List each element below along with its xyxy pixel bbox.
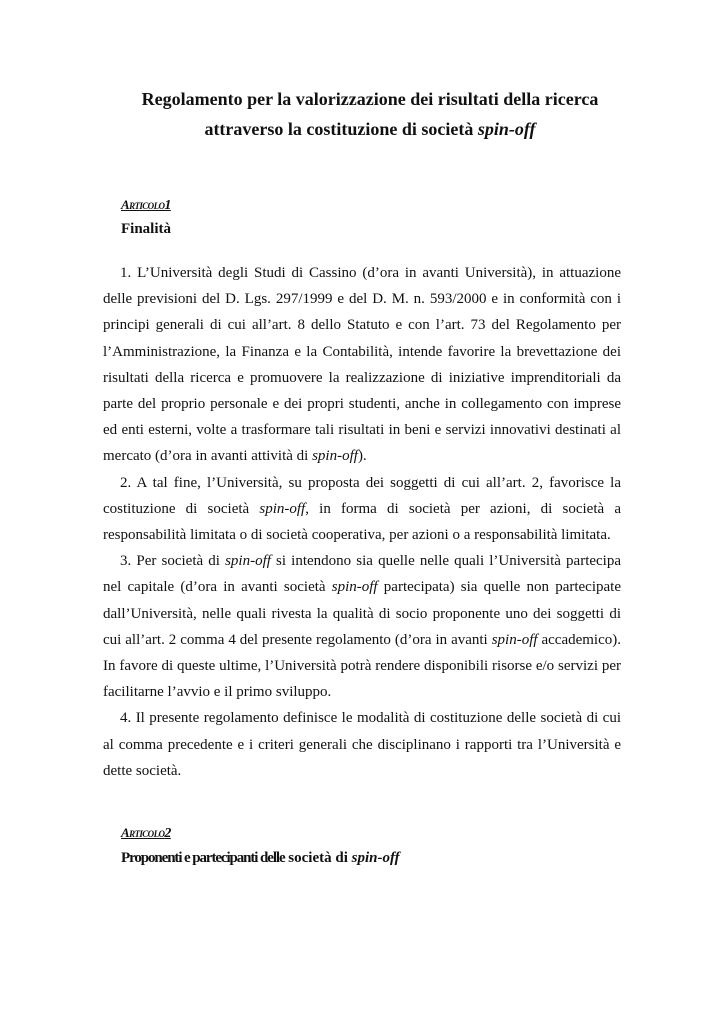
paragraph-2 [103,470,621,549]
article-1-label [121,196,171,215]
paragraph-2-italic: spin-off [259,500,306,517]
paragraph-1-italic: spin-off [312,448,358,465]
article-2-heading-condensed: Proponenti e partecipanti delle [121,850,285,866]
article-1-label-number: 1 [164,198,171,213]
article-2-heading-italic: spin-off [351,850,400,866]
article-1-body [103,260,621,784]
paragraph-2-text-a: 2. A tal fine, l’Università, su proposta dei soggetti di cui all’art. 2, favorisce la costituzione di società [103,474,621,517]
document-title-line-1: Regolamento per la valorizzazione dei risultati della ricerca [141,89,599,109]
article-2-label-number: 2 [164,826,171,841]
paragraph-3-text-g: accademico). In favore di queste ultime, l’Università potrà rendere disponibili risorse e/o servizi per facilitarne l’avvio e il primo sviluppo. [103,631,622,701]
paragraph-3-italic-1: spin-off [225,553,271,570]
paragraph-3-text-a: 3. Per società di [120,553,226,570]
paragraph-3-text-c: si intendono sia quelle nelle quali l’Università partecipa nel capitale (d’ora in avanti società [103,553,622,596]
paragraph-3-text-e: partecipata) sia quelle non partecipate dall’Università, nelle quali rivesta la qualità di socio proponente uno dei soggetti di cui all’art. 2 comma 4 del presente regolamento (d’ora in avanti [103,579,621,648]
paragraph-3 [103,548,621,705]
article-1-label-prefix: Articolo [121,197,165,212]
article-2-label-prefix: Articolo [121,825,165,840]
article-2-heading [121,848,400,868]
paragraph-1 [103,260,621,470]
title-line-2-italic: spin-off [477,119,536,139]
paragraph-1-text-c: ). [357,448,367,465]
document-title-line-2 [8,117,724,141]
paragraph-3-italic-3: spin-off [491,631,538,648]
title-line-2-text: attraverso la costituzione di società [204,119,478,139]
paragraph-4 [103,705,621,784]
paragraph-3-italic-2: spin-off [331,579,378,596]
paragraph-4-text-a: 4. Il presente regolamento definisce le modalità di costituzione delle società di cui al comma precedente e i criteri generali che disciplinano i rapporti tra l’Università e dette società. [103,710,621,779]
paragraph-2-text-c: , in forma di società per azioni, di società a responsabilità limitata o di società cooperativa, per azioni o a responsabilità limitata. [103,500,621,544]
paragraph-1-text-a: 1. L’Università degli Studi di Cassino (d’ora in avanti Università), in attuazione delle previsioni del D. Lgs. 297/1999 e del D. M. n. 593/2000 e in conformità con i principi generali di cui all’art. 8 dello Statuto e con l’art. 73 del Regolamento per l’Amministrazione, la Finanza e la Contabilità, intende favorire la brevettazione dei risultati della ricerca e promuovere la realizzazione di iniziative imprenditoriali da parte del proprio personale e dei propri studenti, anche in collegamento con imprese ed enti esterni, volte a trasformare tali risultati in beni e servizi innovativi destinati al mercato (d’ora in avanti attività di [103,265,621,465]
article-2-label [121,824,171,843]
article-1-heading: Finalità [121,221,172,237]
article-2-heading-text: società di [284,850,352,866]
